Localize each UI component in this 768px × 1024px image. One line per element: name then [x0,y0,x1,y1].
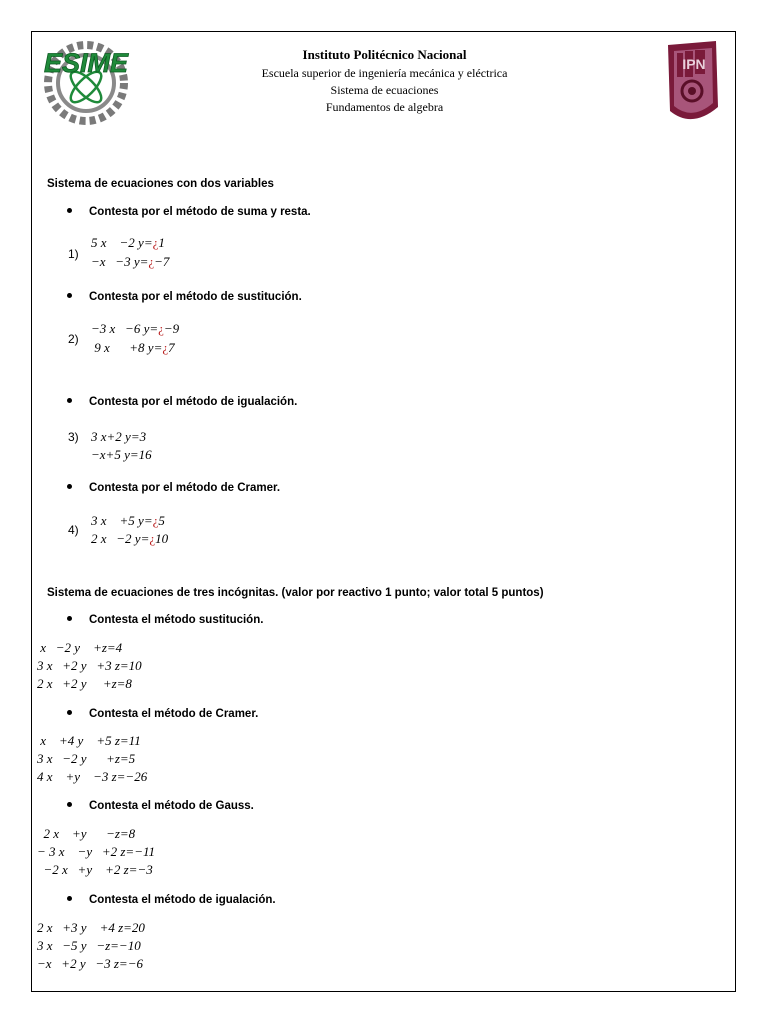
equation-4b: 2 x −2 y=¿10 [91,531,169,546]
bullet-text: Contesta el método de Gauss. [89,800,254,812]
bullet-text: Contesta el método sustitución. [89,614,264,626]
equation-1b: −x −3 y=¿−7 [91,254,170,269]
equation-3a: 3 x+2 y=3 [91,429,147,444]
system-4-eq-1: 2 x +3 y +4 z=20 [37,920,145,935]
bullet-dot [67,208,72,213]
bullet-3var-igualacion [67,894,276,906]
equation-2b: 9 x +8 y=¿7 [91,340,175,355]
problem-number-3: 3) [68,430,79,444]
bullet-suma-resta [67,206,311,218]
bullet-dot [67,484,72,489]
section-2-title: Sistema de ecuaciones de tres incógnitas. (valor por reactivo 1 punto; valor total 5 puntos) [47,587,544,599]
school-name: Escuela superior de ingeniería mecánica y eléctrica [261,66,508,80]
ipn-logo-text: IPN [682,56,706,72]
bullet-dot [67,293,72,298]
bullet-text: Contesta por el método de suma y resta. [89,206,311,218]
system-2-eq-1: x +4 y +5 z=11 [37,733,141,748]
bullet-dot [67,398,72,403]
document-subject: Sistema de ecuaciones [330,83,439,97]
system-4-eq-3: −x +2 y −3 z=−6 [37,956,143,971]
bullet-text: Contesta por el método de Cramer. [89,482,281,494]
institution-title: Instituto Politécnico Nacional [302,47,467,62]
system-1-eq-2: 3 x +2 y +3 z=10 [37,658,142,673]
bullet-igualacion [67,396,297,408]
equation-1a: 5 x −2 y=¿1 [91,235,165,250]
system-2-eq-3: 4 x +y −3 z=−26 [37,769,148,784]
system-1-eq-1: x −2 y +z=4 [37,640,123,655]
system-3-eq-3: −2 x +y +2 z=−3 [37,862,153,877]
system-3-eq-2: − 3 x −y +2 z=−11 [37,844,155,859]
system-2-eq-2: 3 x −2 y +z=5 [37,751,136,766]
system-3-eq-1: 2 x +y −z=8 [37,826,136,841]
bullet-text: Contesta el método de Cramer. [89,708,259,720]
bullet-3var-sustitucion [67,614,263,626]
bullet-dot [67,896,72,901]
document-page [31,31,736,992]
problem-number-1: 1) [68,247,79,261]
bullet-3var-gauss [67,800,254,812]
bullet-dot [67,802,72,807]
bullet-dot [67,710,72,715]
system-1-eq-3: 2 x +2 y +z=8 [37,676,132,691]
bullet-text: Contesta el método de igualación. [89,894,276,906]
bullet-text: Contesta por el método de igualación. [89,396,298,408]
bullet-3var-cramer [67,708,258,720]
system-4-eq-2: 3 x −5 y −z=−10 [37,938,141,953]
bullet-dot [67,616,72,621]
bullet-text: Contesta por el método de sustitución. [89,291,302,303]
esime-logo-text: ESIME [43,48,129,78]
course-name: Fundamentos de algebra [325,100,444,114]
bullet-cramer [67,482,280,494]
problem-number-4: 4) [68,523,79,537]
equation-4a: 3 x +5 y=¿5 [91,513,165,528]
bullet-sustitucion [67,291,302,303]
problem-number-2: 2) [68,332,79,346]
equation-2a: −3 x −6 y=¿−9 [91,321,180,336]
section-1-title: Sistema de ecuaciones con dos variables [47,178,274,190]
equation-3b: −x+5 y=16 [91,447,152,462]
